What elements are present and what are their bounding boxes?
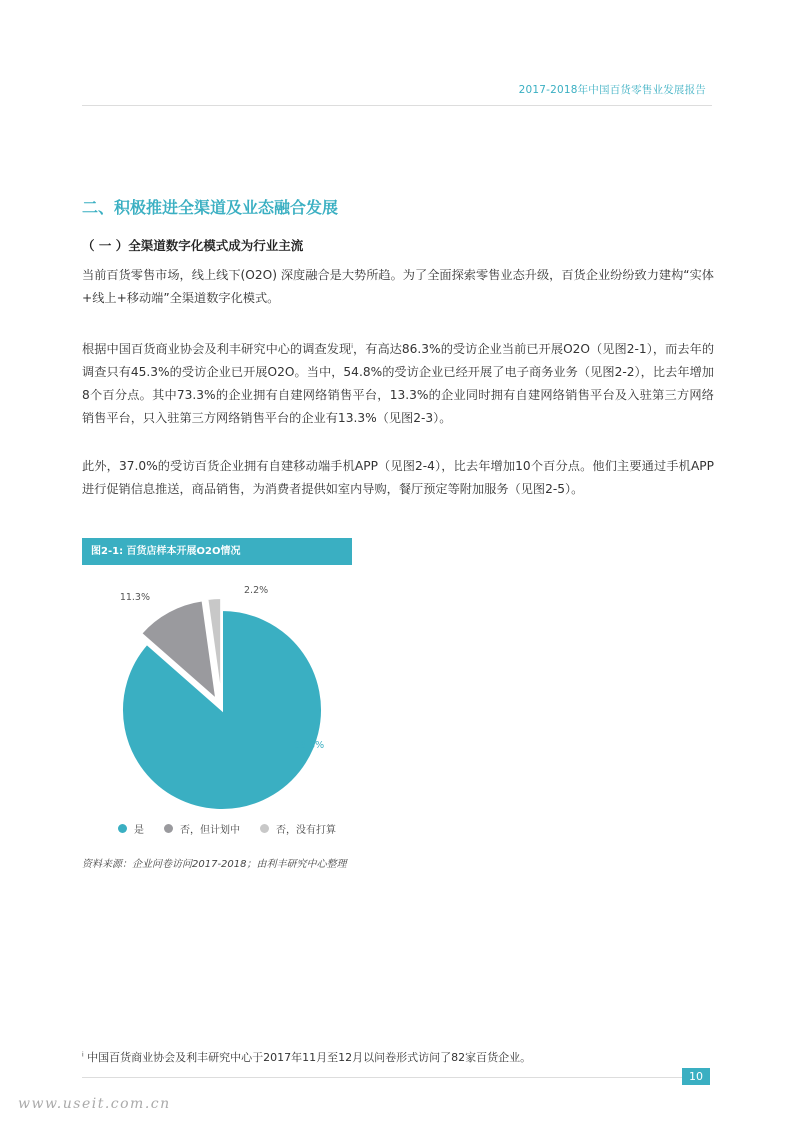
footnote-ref[interactable]: i: [351, 343, 353, 350]
pie-slice-label-1: 86.3%: [294, 740, 325, 751]
paragraph-1: 当前百货零售市场，线上线下(O2O) 深度融合是大势所趋。为了全面探索零售业态升级，百货企业纷纷致力建构“实体+线上+移动端”全渠道数字化模式。: [82, 268, 714, 305]
pie-chart: [82, 572, 382, 817]
page-number: 10: [682, 1068, 710, 1085]
legend-label: 否，但计划中: [180, 825, 240, 836]
legend-item-2: [164, 821, 240, 836]
paragraph-2-part-a: 根据中国百货商业协会及利丰研究中心的调查发现: [82, 342, 352, 357]
legend-label: 是: [134, 825, 144, 836]
legend-item-3: [260, 821, 336, 836]
legend-swatch: [164, 824, 173, 833]
watermark: www.useit.com.cn: [18, 1096, 171, 1112]
paragraph-2-part-b: ，有高达86.3%的受访企业当前已开展O2O（见图2-1），而去年的调查只有45.3%的受访企业已开展O2O。当中，54.8%的受访企业已经开展了电子商务业务（见图2-2），比去年增加8个百分点。其中73.3%的企业拥有自建网络销售平台，13.3%的企业同时拥有自建网络销售平台及入驻第三方网络销售平台，只入驻第三方网络销售平台的企业有13.3%（见图2-3）。: [82, 342, 715, 426]
footnote-text: 中国百货商业协会及利丰研究中心于2017年11月至12月以问卷形式访问了82家百货企业。: [87, 1051, 532, 1064]
footer-divider: [82, 1077, 682, 1078]
header-divider: [82, 105, 712, 106]
section-title: 二、积极推进全渠道及业态融合发展: [82, 198, 339, 217]
footnote-marker: i: [82, 1051, 84, 1059]
legend-swatch: [118, 824, 127, 833]
subsection-title: （ 一 ）全渠道数字化模式成为行业主流: [82, 238, 304, 253]
pie-slice-label-3: 2.2%: [244, 585, 269, 596]
footnote: [82, 1049, 531, 1065]
pie-slice-label-2: 11.3%: [119, 592, 150, 603]
header-title: 2017-2018年中国百货零售业发展报告: [518, 84, 706, 96]
figure-source: 资料来源：企业问卷访问2017-2018；由利丰研究中心整理: [82, 859, 347, 870]
chart-legend: [118, 821, 356, 836]
legend-label: 否，没有打算: [276, 825, 336, 836]
legend-item-1: [118, 821, 144, 836]
paragraph-3: 此外，37.0%的受访百货企业拥有自建移动端手机APP（见图2-4），比去年增加10个百分点。他们主要通过手机APP进行促销信息推送，商品销售，为消费者提供如室内导购，餐厅预定等附加服务（见图2-5）。: [82, 459, 714, 496]
figure-title-bar: 图2-1: 百货店样本开展O2O情况: [82, 538, 352, 565]
paragraph-2: [82, 335, 714, 430]
legend-swatch: [260, 824, 269, 833]
